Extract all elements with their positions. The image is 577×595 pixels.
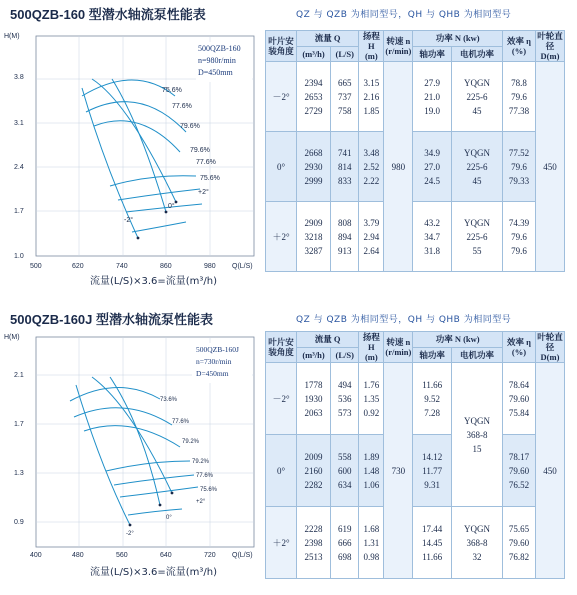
cell-head: 1.89 1.48 1.06 — [359, 435, 384, 507]
cell-m3h: 1778 1930 2063 — [297, 363, 331, 435]
eff-label: 75.6% — [162, 87, 182, 94]
angle-label: +2° — [198, 189, 209, 196]
col-eff: 效率 η (%) — [503, 31, 536, 62]
cell-motor: YQGN 368-8 32 — [451, 507, 502, 579]
col-speed: 转速 n (r/min) — [384, 332, 413, 363]
y-tick: 1.7 — [14, 208, 24, 215]
eff-label: 75.6% — [200, 487, 218, 493]
col-eff: 效率 η (%) — [503, 332, 536, 363]
eff-label: 77.6% — [172, 103, 192, 110]
x-tick: 860 — [160, 263, 172, 270]
cell-speed: 980 — [384, 62, 413, 272]
angle-label: 0° — [168, 203, 175, 210]
col-motor: 电机功率 — [451, 46, 502, 62]
cell-ls: 741 814 833 — [331, 132, 359, 202]
cell-dia: 450 — [536, 363, 565, 579]
cell-m3h: 2228 2398 2513 — [297, 507, 331, 579]
performance-table — [265, 30, 565, 272]
y-tick: 1.0 — [14, 253, 24, 260]
col-m3h: (m³/h) — [297, 347, 331, 363]
chart-diameter: D=450mm — [198, 68, 233, 77]
eff-label: 77.6% — [196, 159, 216, 166]
y-tick: 3.1 — [14, 120, 24, 127]
y-axis-label: H(M) — [4, 334, 20, 341]
cell-eff: 78.17 79.60 76.52 — [503, 435, 536, 507]
x-axis-label: Q(L/S) — [232, 552, 253, 559]
section-title: 500QZB-160J 型潜水轴流泵性能表 — [10, 312, 213, 327]
x-axis-label: Q(L/S) — [232, 263, 253, 270]
cell-ls: 808 894 913 — [331, 202, 359, 272]
cell-ls: 665 737 758 — [331, 62, 359, 132]
cell-shaft: 17.44 14.45 11.66 — [413, 507, 452, 579]
col-head: 扬程 H (m) — [359, 332, 384, 363]
cell-angle: ＋2° — [266, 202, 297, 272]
cell-eff: 78.64 79.60 75.84 — [503, 363, 536, 435]
flow-formula: 流量(L/S)×3.6=流量(m³/h) — [90, 567, 218, 578]
eff-label: 77.6% — [196, 473, 214, 479]
cell-angle: －2° — [266, 363, 297, 435]
cell-eff: 77.52 79.6 79.33 — [503, 132, 536, 202]
cell-motor: YQGN 225-6 45 — [451, 62, 502, 132]
eff-label: 79.2% — [182, 439, 200, 445]
performance-table — [265, 331, 565, 579]
y-tick: 0.9 — [14, 519, 24, 526]
col-shaft: 轴功率 — [413, 46, 452, 62]
cell-eff: 78.8 79.6 77.38 — [503, 62, 536, 132]
cell-shaft: 11.66 9.52 7.28 — [413, 363, 452, 435]
chart-diameter: D=450mm — [196, 369, 229, 378]
eff-label: 79.6% — [190, 147, 210, 154]
cell-m3h: 2009 2160 2282 — [297, 435, 331, 507]
angle-label: -2° — [126, 531, 134, 537]
cell-dia: 450 — [536, 62, 565, 272]
angle-label: -2° — [124, 217, 134, 224]
cell-head: 1.76 1.35 0.92 — [359, 363, 384, 435]
y-tick: 3.8 — [14, 74, 24, 81]
chart-model: 500QZB-160 — [198, 44, 241, 53]
col-motor: 电机功率 — [451, 347, 502, 363]
eff-label: 79.2% — [192, 459, 210, 465]
performance-chart — [0, 325, 262, 595]
cell-motor: YQGN 225-6 45 — [451, 132, 502, 202]
chart-speed: n=730r/min — [196, 357, 232, 366]
x-tick: 740 — [116, 263, 128, 270]
col-m3h: (m³/h) — [297, 46, 331, 62]
performance-chart-svg — [0, 24, 262, 294]
col-ls: (L/S) — [331, 347, 359, 363]
chart-speed: n=980r/min — [198, 56, 236, 65]
cell-eff: 74.39 79.6 79.6 — [503, 202, 536, 272]
y-tick: 1.3 — [14, 470, 24, 477]
x-tick: 400 — [30, 552, 42, 559]
col-speed: 转速 n (r/min) — [384, 31, 413, 62]
cell-angle: 0° — [266, 132, 297, 202]
cell-m3h: 2394 2653 2729 — [297, 62, 331, 132]
cell-head: 1.68 1.31 0.98 — [359, 507, 384, 579]
cell-head: 3.79 2.94 2.64 — [359, 202, 384, 272]
col-angle: 叶片安装角度 — [266, 332, 297, 363]
cell-m3h: 2668 2930 2999 — [297, 132, 331, 202]
col-flow: 流量 Q — [297, 332, 359, 348]
cell-ls: 558 600 634 — [331, 435, 359, 507]
cell-angle: ＋2° — [266, 507, 297, 579]
cell-angle: 0° — [266, 435, 297, 507]
col-ls: (L/S) — [331, 46, 359, 62]
col-power: 功率 N (kw) — [413, 332, 503, 348]
y-tick: 2.1 — [14, 372, 24, 379]
performance-chart — [0, 24, 262, 294]
model-note: QZ 与 QZB 为相同型号，QH 与 QHB 为相同型号 — [296, 10, 512, 20]
cell-ls: 494 536 573 — [331, 363, 359, 435]
chart-model: 500QZB-160J — [196, 345, 239, 354]
cell-ls: 619 666 698 — [331, 507, 359, 579]
x-tick: 620 — [72, 263, 84, 270]
cell-head: 3.48 2.52 2.22 — [359, 132, 384, 202]
x-tick: 480 — [72, 552, 84, 559]
x-tick: 640 — [160, 552, 172, 559]
x-tick: 720 — [204, 552, 216, 559]
eff-label: 77.6% — [172, 419, 190, 425]
col-power: 功率 N (kw) — [413, 31, 503, 47]
col-flow: 流量 Q — [297, 31, 359, 47]
model-note: QZ 与 QZB 为相同型号，QH 与 QHB 为相同型号 — [296, 315, 512, 325]
cell-head: 3.15 2.16 1.85 — [359, 62, 384, 132]
eff-label: 73.6% — [160, 397, 178, 403]
col-shaft: 轴功率 — [413, 347, 452, 363]
x-tick: 980 — [204, 263, 216, 270]
col-dia: 叶轮直径 D(m) — [537, 332, 563, 362]
y-axis-label: H(M) — [4, 33, 20, 40]
eff-label: 75.6% — [200, 175, 220, 182]
cell-shaft: 14.12 11.77 9.31 — [413, 435, 452, 507]
cell-m3h: 2909 3218 3287 — [297, 202, 331, 272]
x-tick: 560 — [116, 552, 128, 559]
eff-label: 79.6% — [180, 123, 200, 130]
section-title: 500QZB-160 型潜水轴流泵性能表 — [10, 7, 206, 22]
y-tick: 1.7 — [14, 421, 24, 428]
flow-formula: 流量(L/S)×3.6=流量(m³/h) — [90, 276, 218, 287]
cell-motor: YQGN 368-8 15 — [451, 363, 502, 507]
cell-shaft: 34.9 27.0 24.5 — [413, 132, 452, 202]
cell-angle: －2° — [266, 62, 297, 132]
cell-shaft: 43.2 34.7 31.8 — [413, 202, 452, 272]
cell-motor: YQGN 225-6 55 — [451, 202, 502, 272]
performance-chart-svg — [0, 325, 262, 595]
cell-shaft: 27.9 21.0 19.0 — [413, 62, 452, 132]
cell-speed: 730 — [384, 363, 413, 579]
col-dia: 叶轮直径 D(m) — [537, 31, 563, 61]
cell-eff: 75.65 79.60 76.82 — [503, 507, 536, 579]
y-tick: 2.4 — [14, 164, 24, 171]
x-tick: 500 — [30, 263, 42, 270]
angle-label: 0° — [166, 515, 172, 521]
col-head: 扬程 H (m) — [359, 31, 384, 62]
col-angle: 叶片安装角度 — [266, 31, 297, 62]
angle-label: +2° — [196, 499, 206, 505]
